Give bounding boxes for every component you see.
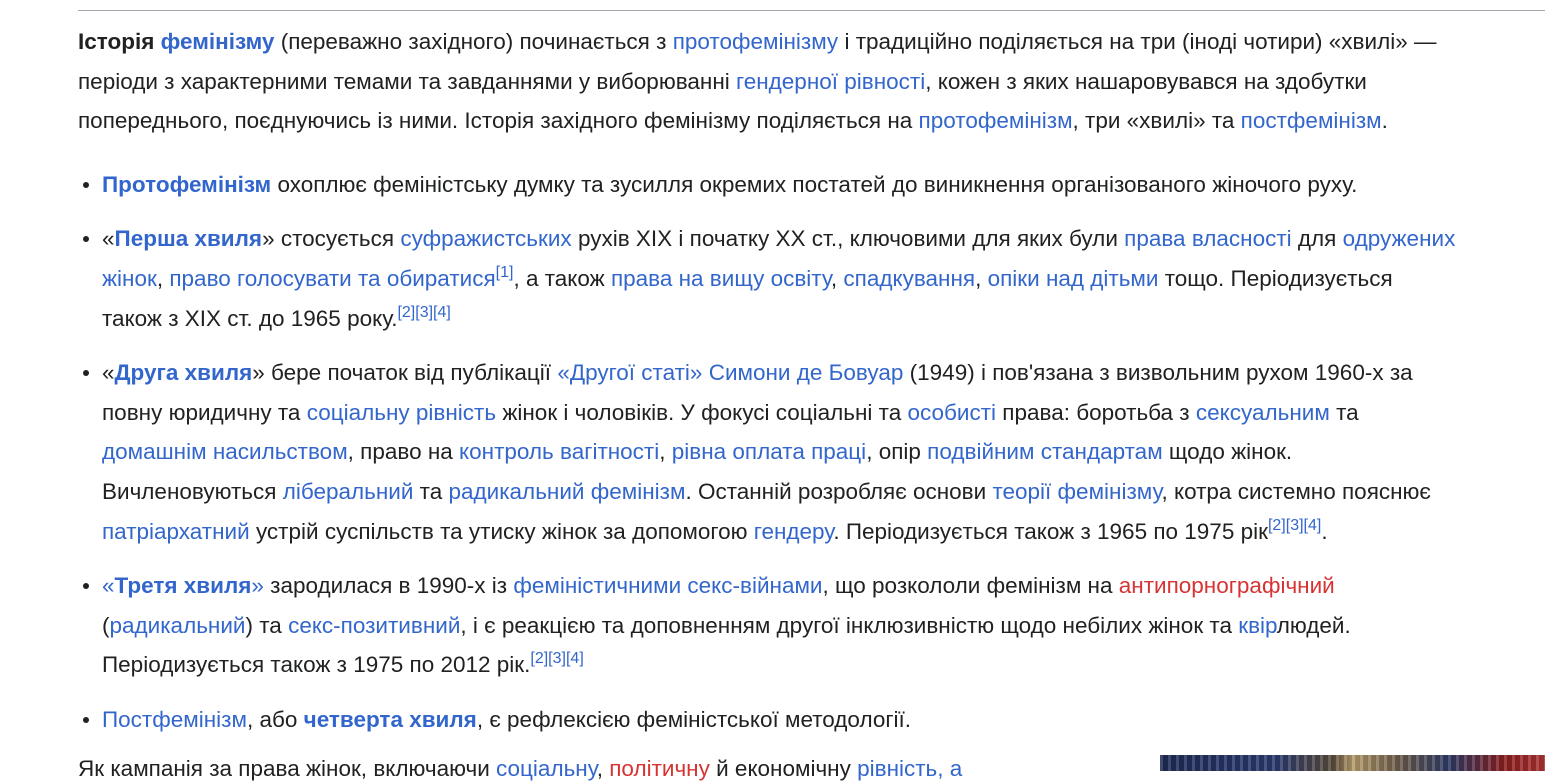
body-text: .	[1321, 518, 1328, 544]
section-divider	[78, 10, 1545, 11]
article-link[interactable]: соціальну	[496, 756, 597, 781]
article-link[interactable]: радикальний фемінізм	[448, 478, 686, 504]
body-text: Як кампанія за права жінок, включаючи	[78, 756, 497, 781]
citation	[496, 264, 514, 281]
article-link[interactable]: рівність, а	[857, 756, 963, 781]
article-link[interactable]: «	[102, 573, 115, 599]
list-item-third-wave	[78, 566, 1545, 685]
list-item-line	[102, 432, 1545, 472]
citation-link[interactable]: [2][3][4]	[397, 303, 451, 321]
article-link[interactable]: феміністичними секс-війнами	[513, 573, 823, 599]
waves-list	[78, 165, 1545, 740]
article-link[interactable]: Третя хвиля	[114, 573, 252, 599]
body-text: Періодизується також з 1975 по 2012 рік.	[102, 652, 531, 678]
citation	[530, 650, 583, 667]
article-link[interactable]: »	[251, 573, 264, 599]
citation-link[interactable]: [1]	[495, 263, 514, 281]
next-paragraph	[78, 754, 962, 784]
article-thumbnail-image[interactable]	[1160, 755, 1545, 771]
article-link[interactable]: Перша хвиля	[114, 226, 263, 252]
list-item-line	[102, 566, 1545, 606]
body-text: ,	[975, 265, 988, 291]
article-link[interactable]: право голосувати та обиратися	[169, 265, 496, 291]
article-link[interactable]: Протофемінізм	[102, 171, 272, 197]
body-text: ) та	[245, 612, 289, 638]
body-text: . Останній розробляє основи	[685, 478, 993, 504]
article-link[interactable]: особисті	[907, 399, 997, 425]
body-text: жінок і чоловіків. У фокусі соціальні та	[496, 399, 908, 425]
article-link[interactable]: рівна оплата праці	[671, 439, 867, 465]
citation	[1268, 517, 1321, 534]
body-text: (1949) і пов'язана з визвольним рухом 1960-х за	[903, 360, 1413, 386]
body-text: » стосується	[262, 226, 401, 252]
body-text: охоплює феміністську думку та зусилля окремих постатей до виникнення організованого жіночого руху.	[271, 171, 1358, 197]
list-item-line	[102, 645, 1545, 685]
body-text: попереднього, поєднуючись із ними. Історія західного фемінізму поділяється на	[78, 108, 919, 134]
body-text: , є рефлексією феміністської методології.	[476, 706, 912, 732]
body-text: зародилася в 1990-х із	[263, 573, 514, 599]
list-item-first-wave	[78, 219, 1545, 338]
article-link[interactable]: гендеру	[753, 518, 834, 544]
article-link[interactable]: Постфемінізм	[102, 706, 247, 732]
body-text: та	[1329, 399, 1359, 425]
article-link[interactable]: одружених	[1342, 226, 1456, 252]
article-link[interactable]: квір	[1238, 612, 1277, 638]
body-text: щодо жінок.	[1162, 439, 1293, 465]
body-text: права: боротьба з	[996, 399, 1196, 425]
missing-article-link[interactable]: політичну	[609, 756, 710, 781]
article-link[interactable]: Друга хвиля	[114, 360, 253, 386]
body-text: , що розкололи фемінізм на	[822, 573, 1119, 599]
body-text: , право на	[347, 439, 460, 465]
body-text: ,	[830, 265, 844, 291]
body-text: (переважно західного) починається з	[274, 29, 673, 54]
body-text: , опір	[866, 439, 928, 465]
body-text: . Періодизується також з 1965 по 1975 рік	[833, 518, 1268, 544]
list-item-line	[102, 165, 1545, 205]
article-link[interactable]: сексуальним	[1195, 399, 1330, 425]
list-item-second-wave	[78, 353, 1545, 551]
list-item-line	[102, 393, 1545, 433]
body-text: , кожен з яких нашаровувався на здобутки	[925, 68, 1367, 94]
body-text: , і є реакцією та доповненням другої інклюзивністю щодо небілих жінок та	[460, 612, 1239, 638]
list-item-line	[102, 299, 1545, 339]
article-link[interactable]: секс-позитивний	[288, 612, 461, 638]
list-item-line	[102, 259, 1545, 299]
body-text: людей.	[1276, 612, 1351, 638]
body-text: повну юридичну та	[102, 399, 307, 425]
article-link[interactable]: «Другої статі» Симони де Бовуар	[557, 360, 904, 386]
intro-paragraph	[78, 22, 1545, 141]
article-link[interactable]: спадкування	[843, 265, 976, 291]
body-text: , котра системно пояснює	[1161, 478, 1431, 504]
article-body	[78, 22, 1545, 755]
body-text: тощо. Періодизується	[1158, 265, 1393, 291]
body-text: » бере початок від публікації	[252, 360, 558, 386]
body-text: «	[102, 226, 115, 252]
article-link[interactable]: постфемінізм	[1240, 108, 1382, 134]
article-link[interactable]: контроль вагітності	[459, 439, 660, 465]
body-text: також з XIX ст. до 1965 року.	[102, 305, 398, 331]
article-link[interactable]: права на вищу освіту	[610, 265, 831, 291]
body-text: та	[413, 478, 449, 504]
body-text: рухів XIX і початку XX ст., ключовими для яких були	[571, 226, 1125, 252]
body-text: , або	[246, 706, 304, 732]
article-link[interactable]: фемінізму	[160, 29, 275, 54]
body-text: Історія	[78, 29, 161, 54]
body-text: .	[1381, 108, 1388, 134]
article-link[interactable]: теорії фемінізму	[992, 478, 1162, 504]
body-text: устрій суспільств та утиску жінок за допомогою	[249, 518, 754, 544]
body-text: (	[102, 612, 110, 638]
body-text: і традиційно поділяється на три (іноді чотири) «хвилі» —	[838, 29, 1437, 54]
body-text: , а також	[513, 265, 611, 291]
list-item-line	[102, 606, 1545, 646]
list-item-line	[102, 472, 1545, 512]
missing-article-link[interactable]: антипорнографічний	[1118, 573, 1335, 599]
article-link[interactable]: протофемінізм	[918, 108, 1073, 134]
body-text: для	[1291, 226, 1343, 252]
list-item-line	[102, 512, 1545, 552]
body-text: періоди з характерними темами та завданнями у виборюванні	[78, 68, 737, 94]
article-link[interactable]: протофемінізму	[672, 29, 839, 54]
article-link[interactable]: жінок	[102, 265, 157, 291]
list-item-protofeminism	[78, 165, 1545, 205]
body-text: ,	[596, 756, 610, 781]
body-text: ,	[156, 265, 170, 291]
intro-line	[78, 62, 1545, 102]
article-link[interactable]: подвійним стандартам	[927, 439, 1163, 465]
body-text: ,	[659, 439, 672, 465]
citation-link[interactable]: [2][3][4]	[530, 650, 584, 668]
list-item-line	[102, 219, 1545, 259]
body-text: Вичленовуються	[102, 478, 283, 504]
intro-line	[78, 101, 1545, 141]
article-link[interactable]: четверта хвиля	[303, 706, 477, 732]
citation-link[interactable]: [2][3][4]	[1267, 516, 1322, 534]
list-item-line	[102, 700, 1545, 740]
article-link[interactable]: гендерної рівності	[736, 68, 926, 94]
article-link[interactable]: домашнім насильством	[102, 439, 348, 465]
article-link[interactable]: соціальну рівність	[306, 399, 497, 425]
article-link[interactable]: права власності	[1124, 226, 1292, 252]
article-link[interactable]: ліберальний	[282, 478, 414, 504]
body-text: й економічну	[709, 756, 858, 781]
article-link[interactable]: опіки над дітьми	[987, 265, 1159, 291]
body-text: , три «хвилі» та	[1072, 108, 1241, 134]
article-link[interactable]: радикальний	[109, 612, 246, 638]
list-item-line	[102, 353, 1545, 393]
intro-line	[78, 22, 1545, 62]
citation	[397, 304, 450, 321]
body-text: «	[102, 360, 115, 386]
article-link[interactable]: патріархатний	[102, 518, 250, 544]
list-item-postfeminism	[78, 700, 1545, 740]
article-link[interactable]: суфражистських	[400, 226, 572, 252]
